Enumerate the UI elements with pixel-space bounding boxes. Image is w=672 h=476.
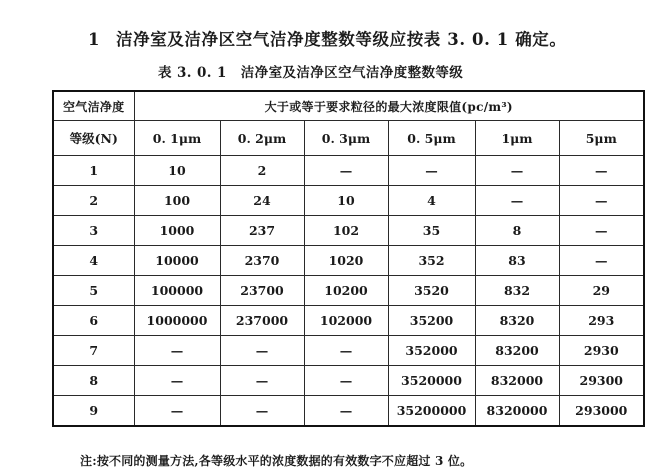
grade-cell: 9 (53, 396, 134, 427)
concentration-cell: 35200 (388, 306, 475, 336)
concentration-cell: 832000 (475, 366, 559, 396)
grade-cell: 3 (53, 216, 134, 246)
concentration-cell: — (559, 246, 644, 276)
concentration-cell: 352 (388, 246, 475, 276)
particle-size-header: 5μm (559, 121, 644, 156)
concentration-cell: 35200000 (388, 396, 475, 427)
concentration-cell: 100 (134, 186, 220, 216)
concentration-cell: — (220, 336, 304, 366)
concentration-cell: 10 (304, 186, 388, 216)
table-row (53, 186, 644, 216)
concentration-cell: 102000 (304, 306, 388, 336)
particle-size-header: 0. 3μm (304, 121, 388, 156)
concentration-cell: 8 (475, 216, 559, 246)
grade-cell: 6 (53, 306, 134, 336)
clause-text: 洁净室及洁净区空气洁净度整数等级应按表 3. 0. 1 确定。 (116, 30, 567, 49)
concentration-cell: — (559, 186, 644, 216)
concentration-cell: 83200 (475, 336, 559, 366)
concentration-cell: 237 (220, 216, 304, 246)
concentration-cell: — (304, 396, 388, 427)
concentration-cell: — (475, 156, 559, 186)
concentration-cell: 8320 (475, 306, 559, 336)
concentration-cell: 23700 (220, 276, 304, 306)
concentration-cell: — (475, 186, 559, 216)
cleanliness-grade-table (52, 90, 645, 427)
concentration-cell: 237000 (220, 306, 304, 336)
table-row (53, 216, 644, 246)
particle-size-header: 0. 5μm (388, 121, 475, 156)
concentration-span-header-text: 大于或等于要求粒径的最大浓度限值(pc/m³) (264, 99, 513, 114)
table-note: 注:按不同的测量方法,各等级水平的浓度数据的有效数字不应超过 3 位。 (80, 454, 473, 468)
header-row-sizes (53, 121, 644, 156)
table-caption (158, 61, 463, 81)
concentration-cell: 3520 (388, 276, 475, 306)
concentration-cell: 4 (388, 186, 475, 216)
concentration-cell: 352000 (388, 336, 475, 366)
table-row (53, 366, 644, 396)
grade-cell: 4 (53, 246, 134, 276)
grade-header-line2: 等级(N) (69, 131, 118, 146)
particle-size-header: 0. 2μm (220, 121, 304, 156)
table-number: 表 3. 0. 1 (158, 65, 227, 81)
concentration-cell: 1000 (134, 216, 220, 246)
header-row-top (53, 91, 644, 121)
table-row (53, 156, 644, 186)
grade-cell: 2 (53, 186, 134, 216)
table-row (53, 336, 644, 366)
grade-header-line1-cell (53, 91, 134, 121)
concentration-cell: 3520000 (388, 366, 475, 396)
concentration-cell: 35 (388, 216, 475, 246)
concentration-cell: 29300 (559, 366, 644, 396)
table-row (53, 396, 644, 427)
concentration-cell: 2 (220, 156, 304, 186)
table-title: 洁净室及洁净区空气洁净度整数等级 (240, 65, 464, 81)
concentration-cell: — (134, 366, 220, 396)
concentration-cell: 83 (475, 246, 559, 276)
table-row (53, 276, 644, 306)
concentration-cell: — (304, 156, 388, 186)
concentration-cell: — (134, 336, 220, 366)
grade-header-line2-cell (53, 121, 134, 156)
concentration-cell: 100000 (134, 276, 220, 306)
concentration-cell: 10000 (134, 246, 220, 276)
concentration-span-header (134, 91, 644, 121)
grade-cell: 8 (53, 366, 134, 396)
concentration-cell: 10200 (304, 276, 388, 306)
clause-statement (88, 26, 567, 50)
grade-header-line1: 空气洁净度 (62, 99, 125, 114)
concentration-cell: 102 (304, 216, 388, 246)
concentration-cell: 293000 (559, 396, 644, 427)
concentration-cell: 8320000 (475, 396, 559, 427)
concentration-cell: — (559, 216, 644, 246)
concentration-cell: — (388, 156, 475, 186)
particle-size-header: 1μm (475, 121, 559, 156)
table-row (53, 306, 644, 336)
concentration-cell: 293 (559, 306, 644, 336)
grade-cell: 7 (53, 336, 134, 366)
grade-cell: 5 (53, 276, 134, 306)
clause-number: 1 (88, 30, 101, 49)
concentration-cell: 2930 (559, 336, 644, 366)
concentration-cell: — (220, 366, 304, 396)
concentration-cell: — (304, 366, 388, 396)
concentration-cell: — (134, 396, 220, 427)
concentration-cell: 1000000 (134, 306, 220, 336)
concentration-cell: 29 (559, 276, 644, 306)
concentration-cell: — (559, 156, 644, 186)
concentration-cell: 10 (134, 156, 220, 186)
concentration-cell: 2370 (220, 246, 304, 276)
concentration-cell: — (304, 336, 388, 366)
concentration-cell: 1020 (304, 246, 388, 276)
table-row (53, 246, 644, 276)
grade-cell: 1 (53, 156, 134, 186)
particle-size-header: 0. 1μm (134, 121, 220, 156)
concentration-cell: 832 (475, 276, 559, 306)
concentration-cell: — (220, 396, 304, 427)
concentration-cell: 24 (220, 186, 304, 216)
